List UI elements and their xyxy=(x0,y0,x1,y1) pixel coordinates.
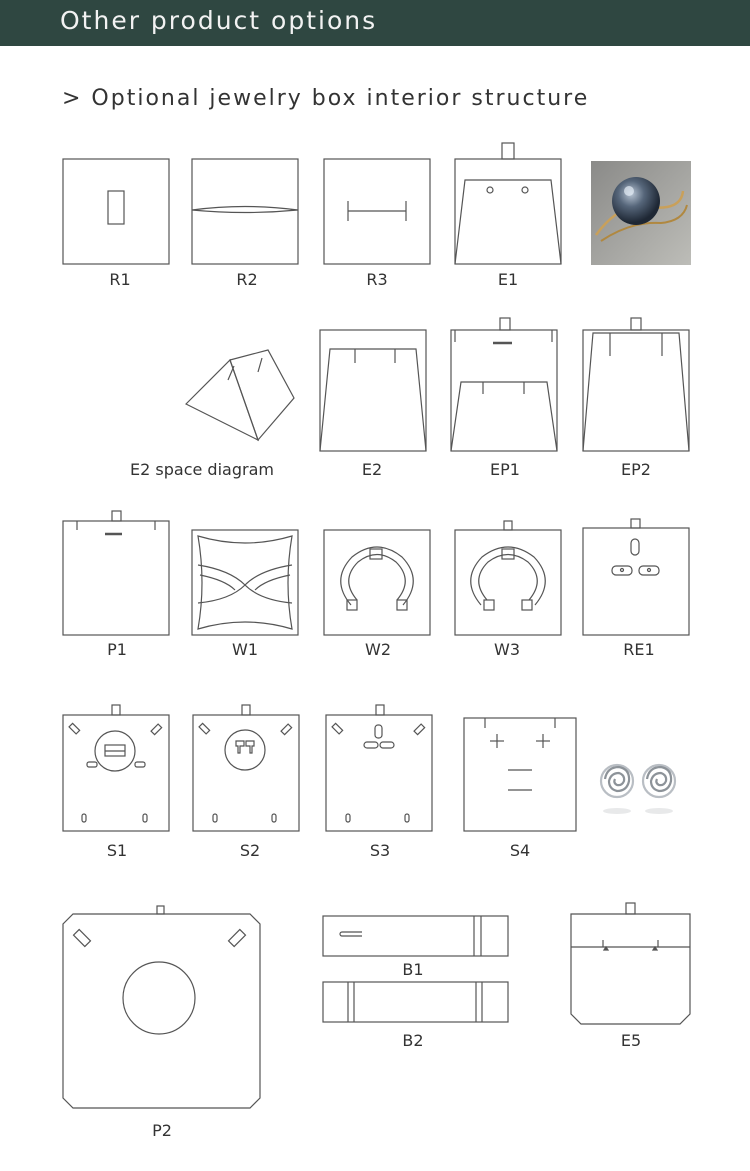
insert-e1 xyxy=(455,143,561,264)
label-re1: RE1 xyxy=(623,640,655,659)
insert-w2 xyxy=(324,530,430,635)
section-subtitle: > Optional jewelry box interior structure xyxy=(62,86,590,111)
label-e2: E2 xyxy=(361,460,383,479)
label-r1: R1 xyxy=(109,270,131,289)
page-title: Other product options xyxy=(60,6,378,35)
insert-b2 xyxy=(323,982,508,1022)
label-p2: P2 xyxy=(152,1121,172,1140)
label-w2: W2 xyxy=(365,640,391,659)
insert-b1 xyxy=(323,916,508,956)
insert-re1 xyxy=(583,519,689,635)
insert-s2 xyxy=(193,705,299,831)
label-s1: S1 xyxy=(106,841,128,860)
label-p1: P1 xyxy=(107,640,127,659)
insert-r3 xyxy=(324,159,430,264)
pearl-ring-photo xyxy=(591,161,691,265)
insert-ep2 xyxy=(583,318,689,451)
insert-w1 xyxy=(192,530,298,635)
insert-ep1 xyxy=(451,318,557,451)
label-r2: R2 xyxy=(236,270,258,289)
insert-s1 xyxy=(63,705,169,831)
label-w3: W3 xyxy=(494,640,520,659)
insert-p2 xyxy=(63,906,260,1108)
insert-e5 xyxy=(571,903,690,1024)
insert-s4 xyxy=(464,718,576,831)
label-b1: B1 xyxy=(402,960,424,979)
label-r3: R3 xyxy=(366,270,388,289)
label-s3: S3 xyxy=(369,841,391,860)
insert-p1 xyxy=(63,511,169,635)
insert-w3 xyxy=(455,521,561,635)
label-s4: S4 xyxy=(509,841,531,860)
label-s2: S2 xyxy=(239,841,261,860)
insert-e2-space-diagram xyxy=(186,350,294,440)
label-e1: E1 xyxy=(497,270,519,289)
insert-s3 xyxy=(326,705,432,831)
rose-stud-earrings-photo xyxy=(597,755,681,821)
label-b2: B2 xyxy=(402,1031,424,1050)
label-e2-space-diagram: E2 space diagram xyxy=(130,460,274,479)
insert-r1 xyxy=(63,159,169,264)
label-ep2: EP2 xyxy=(621,460,651,479)
label-ep1: EP1 xyxy=(490,460,520,479)
insert-e2 xyxy=(320,330,426,451)
label-w1: W1 xyxy=(232,640,258,659)
insert-r2 xyxy=(192,159,298,264)
label-e5: E5 xyxy=(620,1031,642,1050)
